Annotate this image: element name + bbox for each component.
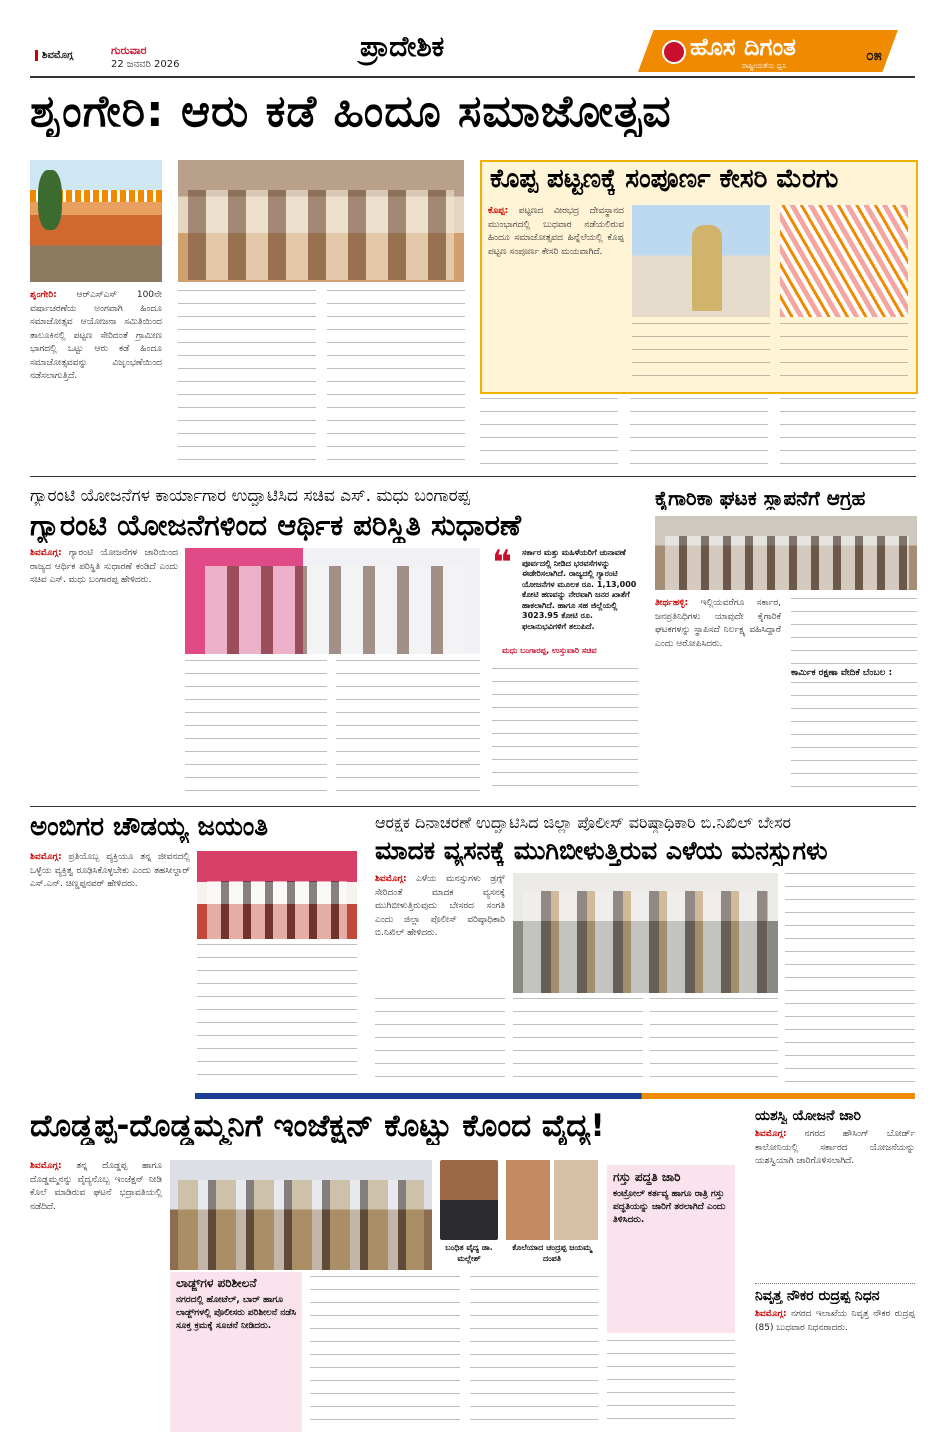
story7-body-col4	[607, 1340, 735, 1430]
brand-logo-icon	[662, 40, 686, 64]
story1-lead: ಆರ್‌ಎಸ್‌ಎಸ್ 100ನೇ ವರ್ಷಾಚರಣೆಯ ಅಂಗವಾಗಿ ಹಿಂದೂ ಸಮಾಜೋತ್ಸವ ಆಯೋಜನಾ ಸಮಿತಿಯಿಂದ ತಾಲೂಕಿನಲ್ಲಿ ಪಟ್ಟಣ ಸೇರಿದಂತೆ ಗ್ರಾಮೀಣ ಭಾಗದಲ್ಲಿ ಒಟ್ಟು ಆರು ಕಡೆ ಹಿಂದೂ ಸಮಾಜೋತ್ಸವವನ್ನು ವಿಜೃಂಭಣೆಯಿಂದ ನಡೆಸಲಾಗುತ್ತಿದೆ.	[30, 290, 162, 381]
story1-headline: ಶೃಂಗೇರಿ: ಆರು ಕಡೆ ಹಿಂದೂ ಸಮಾಜೋತ್ಸವ	[30, 86, 672, 137]
story7-dateline: ಶಿವಮೊಗ್ಗ:	[30, 1161, 62, 1171]
story4-body-col1	[655, 597, 781, 797]
story7-lead: ತನ್ನ ದೊಡ್ಡಪ್ಪ ಹಾಗೂ ದೊಡ್ಡಮ್ಮನನ್ನು ವೈದ್ಯನೊಬ್ಬ ಇಂಜೆಕ್ಷನ್ ನೀಡಿ ಕೊಲೆ ಮಾಡಿರುವ ಘಟನೆ ಭದ್ರಾವತಿಯಲ್ಲಿ ನಡೆದಿದೆ.	[30, 1161, 162, 1212]
story2-headline: ಕೊಪ್ಪ ಪಟ್ಟಣಕ್ಕೆ ಸಂಪೂರ್ಣ ಕೇಸರಿ ಮೆರಗು	[490, 164, 839, 194]
paper-name: ಹೊಸ ದಿಗಂತ	[690, 33, 796, 61]
story6-body-col4	[513, 998, 643, 1082]
section-title: ಪ್ರಾದೇಶಿಕ	[360, 30, 445, 63]
story3-quote: ಸರ್ಕಾರ ಮತ್ತು ಮಹಿಳೆಯರಿಗೆ ಚುನಾವಣೆ ಪೂರ್ವದಲ್ಲಿ ನೀಡಿದ ಭರವಸೆಗಳನ್ನು ಈಡೇರಿಸಲಾಗಿದೆ. ರಾಜ್ಯದಲ್ಲಿ ಗ್ಯಾರಂಟಿ ಯೋಜನೆಗಳ ಮೂಲಕ ರೂ. 1,13,000 ಕೋಟಿ ಹಣವನ್ನು ನೇರವಾಗಿ ಜನರ ಖಾತೆಗೆ ಹಾಕಲಾಗಿದೆ. ಹಾಗೂ ಸಹ ಜಿಲ್ಲೆಯಲ್ಲಿ 3023.95 ಕೋಟಿ ರೂ. ಫಲಾನುಭವಿಗಳಿಗೆ ತಲುಪಿದೆ.	[522, 548, 637, 631]
story4-dateline: ತೀರ್ಥಹಳ್ಳಿ:	[655, 598, 689, 608]
story3-kicker: ಗ್ಯಾರಂಟಿ ಯೋಜನೆಗಳ ಕಾರ್ಯಾಗಾರ ಉದ್ಘಾಟಿಸಿದ ಸಚಿವ ಎಸ್. ಮಧು ಬಂಗಾರಪ್ಪ	[30, 486, 470, 506]
story6-body-col3	[375, 998, 505, 1082]
city-label: ಶಿವಮೊಗ್ಗ	[35, 50, 73, 61]
story2-body-col2	[632, 323, 770, 383]
story2-photo-flags	[780, 205, 908, 317]
story1-body-col3	[327, 290, 465, 462]
story7-photo-victims	[506, 1160, 598, 1240]
story1-body-col1	[30, 289, 162, 465]
story2-dateline: ಕೊಪ್ಪ:	[488, 206, 509, 216]
story4-headline: ಕೈಗಾರಿಕಾ ಘಟಕ ಸ್ಥಾಪನೆಗೆ ಆಗ್ರಹ	[655, 486, 866, 510]
story3-photo-lamp	[185, 548, 480, 654]
story8-headline: ಯಶಸ್ವಿ ಯೋಜನೆ ಜಾರಿ	[755, 1108, 862, 1124]
story5-dateline: ಶಿವಮೊಗ್ಗ:	[30, 852, 62, 862]
story1-body-col2	[178, 290, 316, 462]
story3-body-col2	[185, 660, 327, 796]
story2-body-col3	[780, 323, 908, 383]
story6-body-col5	[650, 998, 778, 1082]
officials-figures	[523, 891, 768, 993]
group-figures	[188, 190, 454, 280]
story1-photo-arch	[30, 160, 162, 282]
story7-box1-title: ಲಾಡ್ಜ್‌ಗಳ ಪರಿಶೀಲನೆ	[176, 1276, 257, 1290]
story5-body-col1	[30, 851, 190, 1081]
story7-box1-text: ನಗರದಲ್ಲಿ ಹೋಟೆಲ್, ಬಾರ್ ಹಾಗೂ ಲಾಡ್ಜ್‌ಗಳಲ್ಲಿ ಪೊಲೀಸರು ಪರಿಶೀಲನೆ ನಡೆಸಿ ಸೂಕ್ತ ಕ್ರಮಕ್ಕೆ ಸೂಚನೆ ನೀಡಿದರು.	[176, 1295, 297, 1331]
story2-continued-col1	[480, 398, 618, 466]
date-label: 22 ಜನವರಿ 2026	[111, 59, 180, 70]
story6-dateline: ಶಿವಮೊಗ್ಗ:	[375, 874, 407, 884]
story7-headline: ದೊಡ್ಡಪ್ಪ-ದೊಡ್ಡಮ್ಮನಿಗೆ ಇಂಜೆಕ್ಷನ್ ಕೊಟ್ಟು ಕೊಂದ ವೈದ್ಯ!	[30, 1108, 605, 1144]
story8-dateline: ಶಿವಮೊಗ್ಗ:	[755, 1129, 787, 1139]
story7-box2-title: ಗಸ್ತು ಪದ್ಧತಿ ಜಾರಿ	[613, 1170, 681, 1184]
story5-body-col2	[197, 944, 357, 1080]
story7-photo-accused	[440, 1160, 498, 1240]
story4-photo-protest	[655, 516, 917, 590]
story2-continued-col2	[630, 398, 768, 466]
story3-quote-attribution: ಮಧು ಬಂಗಾರಪ್ಪ, ಉಸ್ತುವಾರಿ ಸಚಿವ	[502, 646, 597, 655]
paper-tagline: ರಾಷ್ಟ್ರೀಯತೆಯ ಧ್ವನಿ	[742, 62, 787, 70]
story3-headline: ಗ್ಯಾರಂಟಿ ಯೋಜನೆಗಳಿಂದ ಆರ್ಥಿಕ ಪರಿಸ್ಥಿತಿ ಸುಧಾರಣೆ	[30, 508, 522, 542]
story6-body-col2	[785, 873, 915, 1083]
story3-body-col1	[30, 547, 178, 797]
story9-dateline: ಶಿವಮೊಗ್ಗ:	[755, 1309, 787, 1319]
story5-headline: ಅಂಬಿಗರ ಚೌಡಯ್ಯ ಜಯಂತಿ	[30, 812, 269, 842]
story2-body-col1	[488, 205, 624, 385]
story6-kicker: ಆರಕ್ಷಕ ದಿನಾಚರಣೆ ಉದ್ಘಾಟಿಸಿದ ಜಿಲ್ಲಾ ಪೊಲೀಸ್ ವರಿಷ್ಠಾಧಿಕಾರಿ ಬಿ.ನಿಖಿಲ್ ಬೇಸರ	[375, 813, 792, 832]
story9-lead: ನಗರದ ಇಲಾಖೆಯ ನಿವೃತ್ತ ನೌಕರ ರುದ್ರಪ್ಪ (85) ಬುಧವಾರ ನಿಧನರಾದರು.	[755, 1309, 915, 1333]
tree-icon	[38, 170, 62, 230]
story7-body-col3	[470, 1276, 598, 1430]
story7-body-col1	[30, 1160, 162, 1430]
story4-lead: ಇಲ್ಲಿಯವರೆಗೂ ಸರ್ಕಾರ, ಜನಪ್ರತಿನಿಧಿಗಳು ಯಾವುದೇ ಕೈಗಾರಿಕೆ ಘಟಕಗಳನ್ನು ಸ್ಥಾಪಿಸದೆ ನಿರ್ಲಕ್ಷ್ಯ ವಹಿಸಿದ್ದಾರೆ ಎಂದು ಆರೋಪಿಸಿದರು.	[655, 598, 781, 649]
story2-continued-col3	[780, 398, 916, 466]
story6-photo-police	[513, 873, 778, 993]
story7-accused-caption: ಬಂಧಿತ ವೈದ್ಯ ಡಾ. ಮಲ್ಲೇಶ್	[445, 1243, 493, 1263]
quote-mark-icon: ❝	[492, 543, 512, 583]
separator-story8	[755, 1283, 915, 1284]
day-label: ಗುರುವಾರ	[111, 44, 147, 57]
stage-figures	[207, 881, 347, 939]
story8-lead: ನಗರದ ಹೌಸಿಂಗ್ ಬೋರ್ಡ್ ಕಾಲೋನಿಯಲ್ಲಿ ಸರ್ಕಾರದ ಯೋಜನೆಯನ್ನು ಯಶಸ್ವಿಯಾಗಿ ಜಾರಿಗೊಳಿಸಲಾಗಿದೆ.	[755, 1129, 915, 1166]
story7-body-col2	[310, 1276, 460, 1430]
rule-row2	[30, 806, 916, 807]
story4-body-col2	[791, 598, 917, 668]
statue-icon	[692, 225, 722, 311]
story3-dateline: ಶಿವಮೊಗ್ಗ:	[30, 548, 62, 558]
story6-lead: ಎಳೆಯ ಮನಸ್ಸುಗಳು ಡ್ರಗ್ಸ್ ಸೇರಿದಂತೆ ಮಾದಕ ವ್ಯಸನಕ್ಕೆ ಮುಗಿಬೀಳುತ್ತಿರುವುದು ಬೇಸರದ ಸಂಗತಿ ಎಂದು ಜಿಲ್ಲಾ ಪೊಲೀಸ್ ವರಿಷ್ಠಾಧಿಕಾರಿ ಬಿ.ನಿಖಿಲ್ ಹೇಳಿದರು.	[375, 874, 505, 938]
press-figures	[178, 1180, 424, 1270]
story7-box2-text: ಕಂಟ್ರೋಲ್ ಕರ್ತವ್ಯ ಹಾಗೂ ರಾತ್ರಿ ಗಸ್ತು ಪದ್ಧತಿಯನ್ನು ಜಾರಿಗೆ ತರಲಾಗಿದೆ ಎಂದು ತಿಳಿಸಿದರು.	[613, 1189, 726, 1225]
dignitaries-figures	[205, 566, 465, 654]
story5-photo-stage	[197, 851, 357, 939]
story3-lead: ಗ್ಯಾರಂಟಿ ಯೋಜನೆಗಳ ಜಾರಿಯಿಂದ ರಾಜ್ಯದ ಆರ್ಥಿಕ ಪರಿಸ್ಥಿತಿ ಸುಧಾರಣೆ ಕಂಡಿದೆ ಎಂದು ಸಚಿವ ಎಸ್. ಮಧು ಬಂಗಾರಪ್ಪ ಹೇಳಿದರು.	[30, 548, 178, 585]
page-number: ೦೫	[866, 48, 882, 64]
story9-body	[755, 1308, 915, 1432]
story4-subhead: ಕಾರ್ಮಿಕ ರಕ್ಷಣಾ ವೇದಿಕೆ ಬೆಂಬಲ :	[791, 668, 893, 678]
story6-body-col1	[375, 873, 505, 993]
story3-quote-box	[492, 543, 638, 660]
story1-dateline: ಶೃಂಗೇರಿ:	[30, 290, 57, 300]
story9-headline: ನಿವೃತ್ತ ನೌಕರ ರುದ್ರಪ್ಪ ನಿಧನ	[755, 1288, 880, 1304]
protesters-figures	[665, 536, 909, 590]
story1-photo-group	[178, 160, 464, 282]
section-color-bar	[195, 1093, 915, 1099]
story7-photo-press	[170, 1160, 432, 1270]
masthead	[0, 0, 945, 84]
story5-lead: ಪ್ರತಿಯೊಬ್ಬ ವ್ಯಕ್ತಿಯೂ ತನ್ನ ಜೀವನದಲ್ಲಿ ಒಳ್ಳೆಯ ವ್ಯಕ್ತಿತ್ವ ರೂಢಿಸಿಕೊಳ್ಳಬೇಕು ಎಂದು ತಹಸೀಲ್ದಾರ್ ಎಸ್.ಎನ್. ಚಿಣ್ಣಪ್ಪನವರ್ ಹೇಳಿದರು.	[30, 852, 190, 889]
rule-row1	[30, 476, 916, 477]
story4-body-col3	[791, 682, 917, 796]
masthead-rule	[30, 76, 915, 78]
story2-lead: ಪಟ್ಟಣದ ವೀರಭದ್ರ ದೇವಸ್ಥಾನದ ಮುಂಭಾಗದಲ್ಲಿ ಬುಧವಾರ ನಡೆಯಲಿರುವ ಹಿಂದೂ ಸಮಾಜೋತ್ಸವದ ಹಿನ್ನೆಲೆಯಲ್ಲಿ ಕೊಪ್ಪ ಪಟ್ಟಣ ಸಂಪೂರ್ಣ ಕೇಸರಿ ಮಯವಾಗಿದೆ.	[488, 206, 624, 257]
story6-headline: ಮಾದಕ ವ್ಯಸನಕ್ಕೆ ಮುಗಿಬೀಳುತ್ತಿರುವ ಎಳೆಯ ಮನಸ್ಸುಗಳು	[375, 836, 828, 865]
story8-body	[755, 1128, 915, 1276]
story7-victims-caption: ಕೊಲೆಯಾದ ಚಂದ್ರಪ್ಪ ಜಯಮ್ಮ ದಂಪತಿ	[512, 1243, 592, 1263]
story3-body-col3	[336, 660, 480, 796]
story3-body-col4	[492, 668, 638, 796]
story2-photo-statue	[632, 205, 770, 317]
